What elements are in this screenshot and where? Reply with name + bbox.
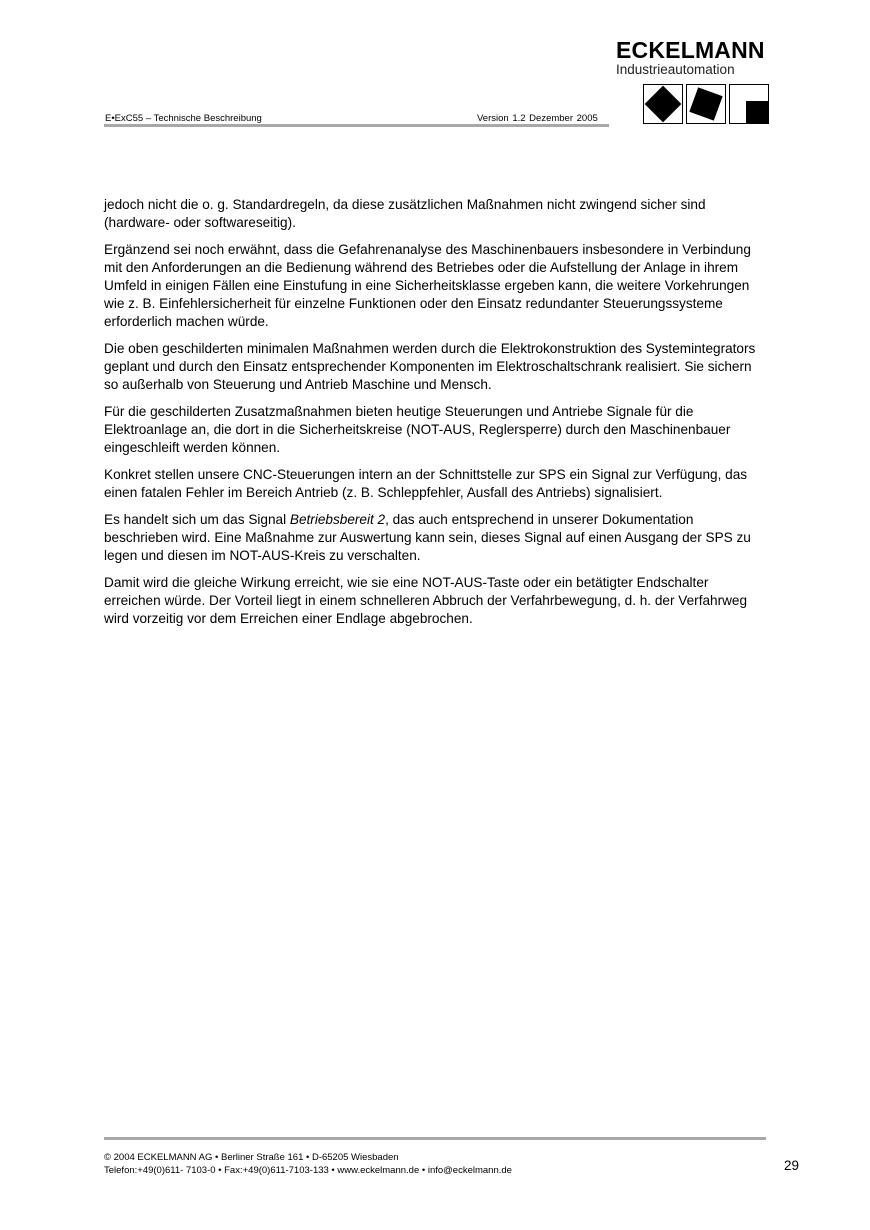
logo-square-3: [729, 84, 769, 124]
paragraph-7: Damit wird die gleiche Wirkung erreicht, wie sie eine NOT-AUS-Taste oder ein betätigter Endschalter erreichen würde. Der Vorteil liegt in einem schnelleren Abbruch der Verfahrbewegung, d. h. der Verfahrweg wird vorzeitig vor dem Erreichen einer Endlage abgebrochen.: [104, 575, 748, 626]
footer-divider: [104, 1137, 766, 1140]
paragraph-6: [104, 511, 760, 565]
footer-address: © 2004 ECKELMANN AG • Berliner Straße 161 • D-65205 Wiesbaden: [104, 1152, 399, 1163]
signal-name: Betriebsbereit 2: [289, 512, 386, 527]
paragraph-6-start: Es handelt sich um das Signal: [104, 512, 290, 527]
logo-square-2: [686, 84, 726, 124]
paragraph-4: Für die geschilderten Zusatzmaßnahmen bieten heutige Steuerungen und Antriebe Signale für die Elektroanlage an, die dort in die Sicherheitskreise (NOT-AUS, Reglersperre) durch den Maschinenbauer eingeschleift werden können.: [104, 404, 731, 455]
page-number: 29: [784, 1158, 800, 1173]
header-version: Version 1.2 Dezember 2005: [477, 113, 598, 124]
paragraph-3: Die oben geschilderten minimalen Maßnahmen werden durch die Elektrokonstruktion des Systemintegrators geplant und durch den Einsatz entsprechender Komponenten im Elektroschaltschrank realisiert. Sie sichern so außerhalb von Steuerung und Antrieb Maschine und Mensch.: [104, 341, 756, 392]
paragraph-5: Konkret stellen unsere CNC-Steuerungen intern an der Schnittstelle zur SPS ein Signal zur Verfügung, das einen fatalen Fehler im Bereich Antrieb (z. B. Schleppfehler, Ausfall des Antriebs) signalisiert.: [104, 467, 748, 500]
logo-name: ECKELMANN: [616, 37, 765, 63]
paragraph-1: jedoch nicht die o. g. Standardregeln, da diese zusätzlichen Maßnahmen nicht zwingend sicher sind (hardware- oder softwareseitig).: [104, 197, 706, 230]
body-text: [104, 196, 760, 637]
header-divider: [104, 124, 609, 127]
paragraph-2: Ergänzend sei noch erwähnt, dass die Gefahrenanalyse des Maschinenbauers insbesondere in Verbindung mit den Anforderungen an die Bedienung während des Betriebes oder die Aufstellung der Anlage in ihrem Umfeld in einigen Fällen eine Einstufung in eine Sicherheitsklasse ergeben kann, die weitere Vorkehrungen wie z. B. Einfehlersicherheit für einzelne Funktionen oder den Einsatz redundanter Steuerungssysteme erforderlich machen würde.: [104, 242, 751, 329]
logo-square-1: [643, 84, 683, 124]
footer-contact: Telefon:+49(0)611- 7103-0 • Fax:+49(0)611-7103-133 • www.eckelmann.de • info@eckelmann.de: [104, 1165, 512, 1176]
header-document-title: E•ExC55 – Technische Beschreibung: [105, 113, 262, 124]
company-logo: [614, 38, 774, 77]
logo-subtitle: Industrieautomation: [616, 62, 735, 77]
paragraph-6-end: , das auch entsprechend in unserer Dokumentation beschrieben wird. Eine Maßnahme zur Auswertung kann sein, dieses Signal auf einen Ausgang der SPS zu legen und diesen im NOT-AUS-Kreis zu verschalten.: [104, 512, 751, 563]
logo-squares-graphic: [643, 84, 767, 124]
